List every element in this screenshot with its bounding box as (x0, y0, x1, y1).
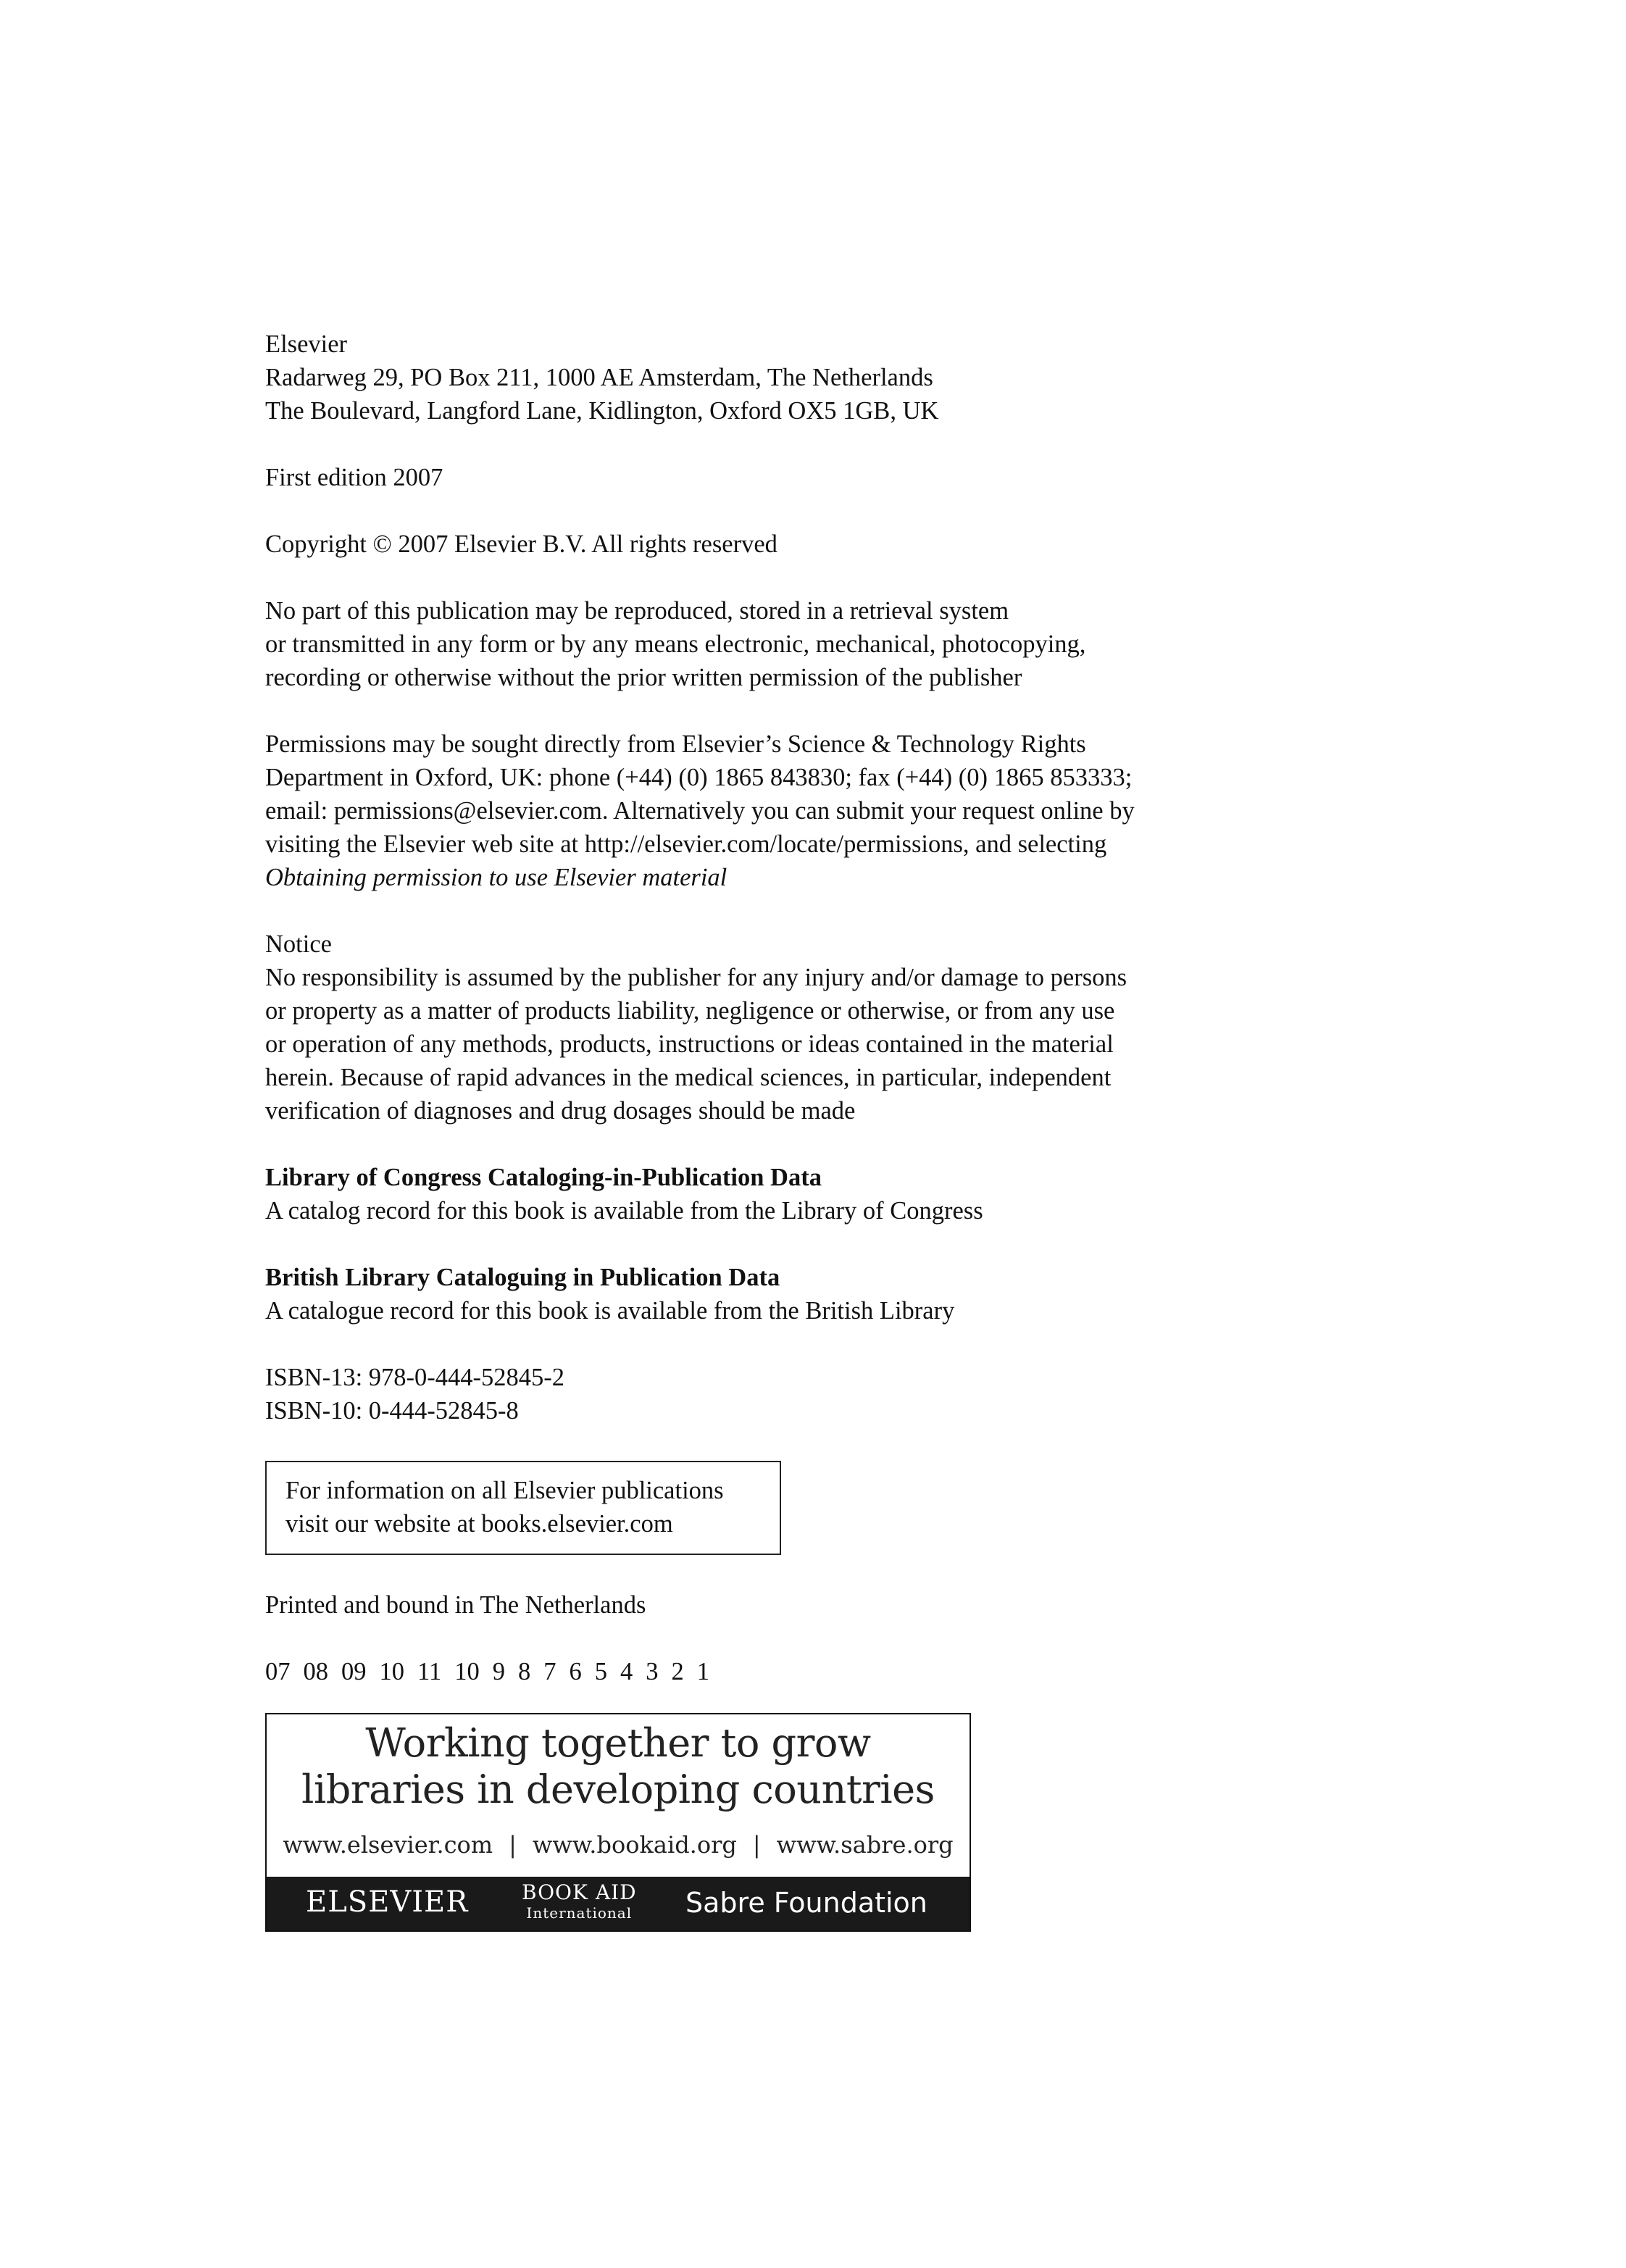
info-box (265, 1461, 781, 1555)
sabre-logo: Sabre Foundation (685, 1887, 927, 1919)
permissions (265, 727, 1294, 894)
notice-line: or property as a matter of products liability, negligence or otherwise, or from any use (265, 997, 1115, 1025)
publisher-address-oxford: The Boulevard, Langford Lane, Kidlington, Oxford OX5 1GB, UK (265, 397, 939, 425)
notice-line: herein. Because of rapid advances in the medical sciences, in particular, independent (265, 1064, 1112, 1091)
print-number: 08 (303, 1658, 328, 1685)
publisher-name: Elsevier (265, 330, 348, 358)
permissions-line: email: permissions@elsevier.com. Alternatively you can submit your request online by (265, 797, 1135, 825)
print-number: 10 (379, 1658, 404, 1685)
bl-text: A catalogue record for this book is available from the British Library (265, 1297, 955, 1325)
link-separator: | (752, 1831, 761, 1859)
elsevier-logo: ELSEVIER (306, 1885, 469, 1919)
notice-line: or operation of any methods, products, instructions or ideas contained in the material (265, 1030, 1114, 1058)
notice-line: verification of diagnoses and drug dosages should be made (265, 1097, 856, 1125)
print-number: 3 (646, 1658, 659, 1685)
print-number: 07 (265, 1658, 291, 1685)
rights-line: recording or otherwise without the prior written permission of the publisher (265, 664, 1022, 691)
bl-heading: British Library Cataloguing in Publication Data (265, 1264, 780, 1291)
loc-heading: Library of Congress Cataloging-in-Publication Data (265, 1164, 822, 1191)
book-aid-banner (265, 1713, 971, 1932)
link-separator: | (509, 1831, 517, 1859)
print-number: 4 (620, 1658, 633, 1685)
print-number: 9 (492, 1658, 505, 1685)
copyright-text: Copyright © 2007 Elsevier B.V. All rights reserved (265, 530, 777, 558)
print-number: 6 (569, 1658, 582, 1685)
edition (265, 461, 1294, 494)
isbn-block (265, 1361, 1294, 1427)
print-number: 7 (543, 1658, 556, 1685)
print-number: 5 (594, 1658, 607, 1685)
print-number: 11 (417, 1658, 442, 1685)
print-number: 09 (341, 1658, 367, 1685)
info-box-line: For information on all Elsevier publications (285, 1477, 724, 1504)
printed-in (265, 1588, 1294, 1622)
print-line (265, 1655, 1294, 1688)
print-number: 8 (517, 1658, 531, 1685)
link-bookaid[interactable]: www.bookaid.org (532, 1831, 737, 1859)
bookaid-logo-line: BOOK AID (522, 1880, 637, 1904)
notice-heading: Notice (265, 930, 332, 958)
loc-text: A catalog record for this book is available from the Library of Congress (265, 1197, 983, 1225)
rights-line: No part of this publication may be reproduced, stored in a retrieval system (265, 597, 1009, 625)
print-number: 10 (454, 1658, 480, 1685)
banner-links (267, 1830, 970, 1859)
banner-headline (267, 1720, 970, 1813)
isbn-13: ISBN-13: 978-0-444-52845-2 (265, 1364, 565, 1391)
printed-text: Printed and bound in The Netherlands (265, 1591, 646, 1619)
rights-line: or transmitted in any form or by any means electronic, mechanical, photocopying, (265, 630, 1086, 658)
notice-line: No responsibility is assumed by the publisher for any injury and/or damage to persons (265, 964, 1127, 991)
permissions-line: Department in Oxford, UK: phone (+44) (0) 1865 843830; fax (+44) (0) 1865 853333; (265, 764, 1133, 791)
edition-text: First edition 2007 (265, 464, 443, 491)
publisher-block (265, 328, 1294, 428)
permissions-line: Permissions may be sought directly from Elsevier’s Science & Technology Rights (265, 730, 1086, 758)
link-sabre[interactable]: www.sabre.org (776, 1831, 954, 1859)
publisher-address-amsterdam: Radarweg 29, PO Box 211, 1000 AE Amsterdam, The Netherlands (265, 364, 933, 391)
banner-logo-bar (267, 1877, 970, 1930)
permissions-line: visiting the Elsevier web site at http://elsevier.com/locate/permissions, and selecting (265, 830, 1107, 858)
loc-cip (265, 1161, 1294, 1227)
banner-headline-line: Working together to grow (365, 1720, 871, 1766)
info-box-line: visit our website at books.elsevier.com (285, 1510, 673, 1538)
link-elsevier[interactable]: www.elsevier.com (283, 1831, 493, 1859)
bl-cip (265, 1261, 1294, 1327)
isbn-10: ISBN-10: 0-444-52845-8 (265, 1397, 519, 1425)
bookaid-logo-line: International (526, 1904, 633, 1922)
permissions-italic-line: Obtaining permission to use Elsevier material (265, 864, 727, 891)
print-number: 2 (671, 1658, 684, 1685)
rights-notice (265, 594, 1294, 694)
bookaid-logo (522, 1881, 637, 1922)
banner-headline-line: libraries in developing countries (301, 1767, 935, 1812)
notice (265, 927, 1294, 1127)
copyright-page (265, 328, 1294, 1932)
print-number: 1 (696, 1658, 709, 1685)
copyright (265, 528, 1294, 561)
